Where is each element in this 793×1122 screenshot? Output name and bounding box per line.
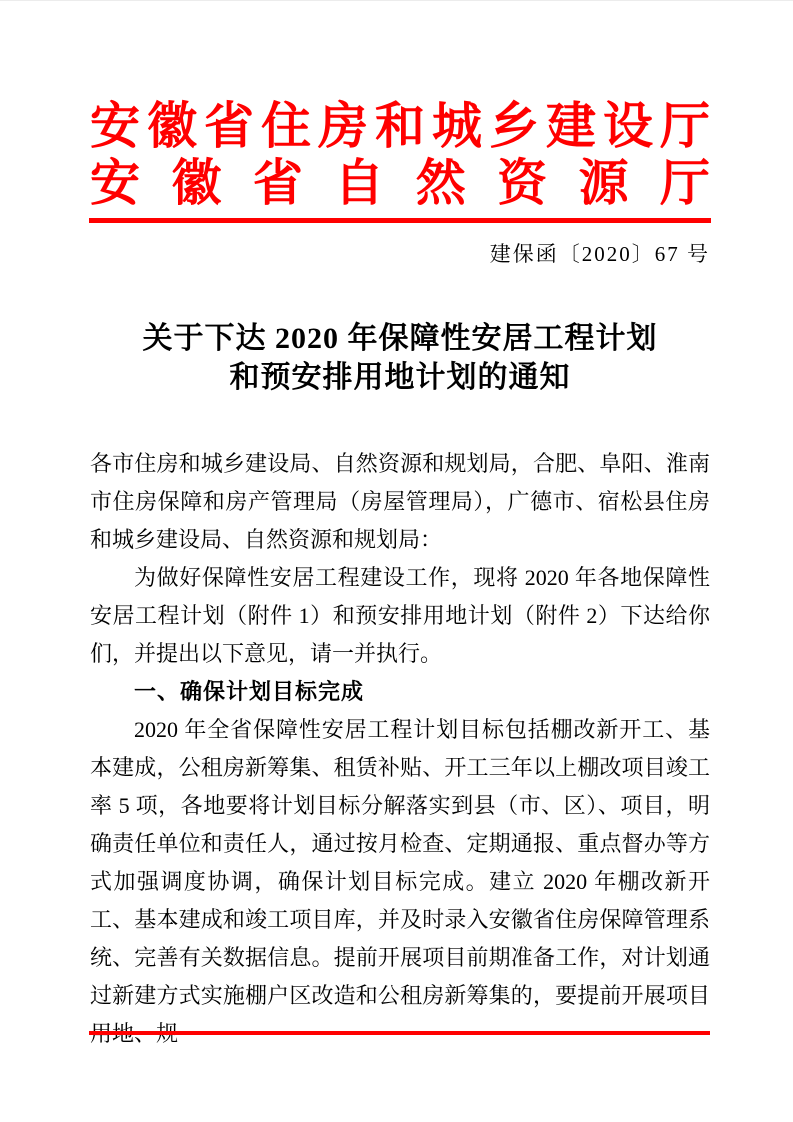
document-number: 建保函〔2020〕67 号: [489, 242, 710, 266]
salutation-paragraph: 各市住房和城乡建设局、自然资源和规划局，合肥、阜阳、淮南市住房保障和房产管理局（房屋管理局），广德市、宿松县住房和城乡建设局、自然资源和规划局：: [90, 451, 710, 552]
section-1-heading: 一、确保计划目标完成: [134, 679, 365, 704]
letterhead-agency-line-2: 安徽省自然资源厅: [90, 155, 710, 211]
letterhead-agency-line-1: 安徽省住房和城乡建设厅: [90, 98, 710, 154]
document-title-line-2: 和预安排用地计划的通知: [229, 361, 571, 394]
letterhead: [90, 1, 710, 223]
footer-divider: [89, 1031, 710, 1035]
document-title-line-1: 关于下达 2020 年保障性安居工程计划: [142, 322, 658, 355]
section-1-paragraph: 2020 年全省保障性安居工程计划目标包括棚改新开工、基本建成，公租房新筹集、租赁补贴、开工三年以上棚改项目竣工率 5 项，各地要将计划目标分解落实到县（市、区）、项目，明确责任单位和责任人，通过按月检查、定期通报、重点督办等方式加强调度协调，确保计划目标完成。建立 2020 年棚改新开工、基本建成和竣工项目库，并及时录入安徽省住房保障管理系统、完善有关数据信息。提前开展项目前期准备工作，对计划通过新建方式实施棚户区改造和公租房新筹集的，要提前开展项目用地、规: [90, 717, 710, 1046]
document-title: [90, 319, 710, 397]
intro-paragraph: 为做好保障性安居工程建设工作，现将 2020 年各地保障性安居工程计划（附件 1）和预安排用地计划（附件 2）下达给你们，并提出以下意见，请一并执行。: [90, 565, 710, 666]
document-body: [90, 445, 710, 1053]
letterhead-divider: [89, 218, 711, 223]
